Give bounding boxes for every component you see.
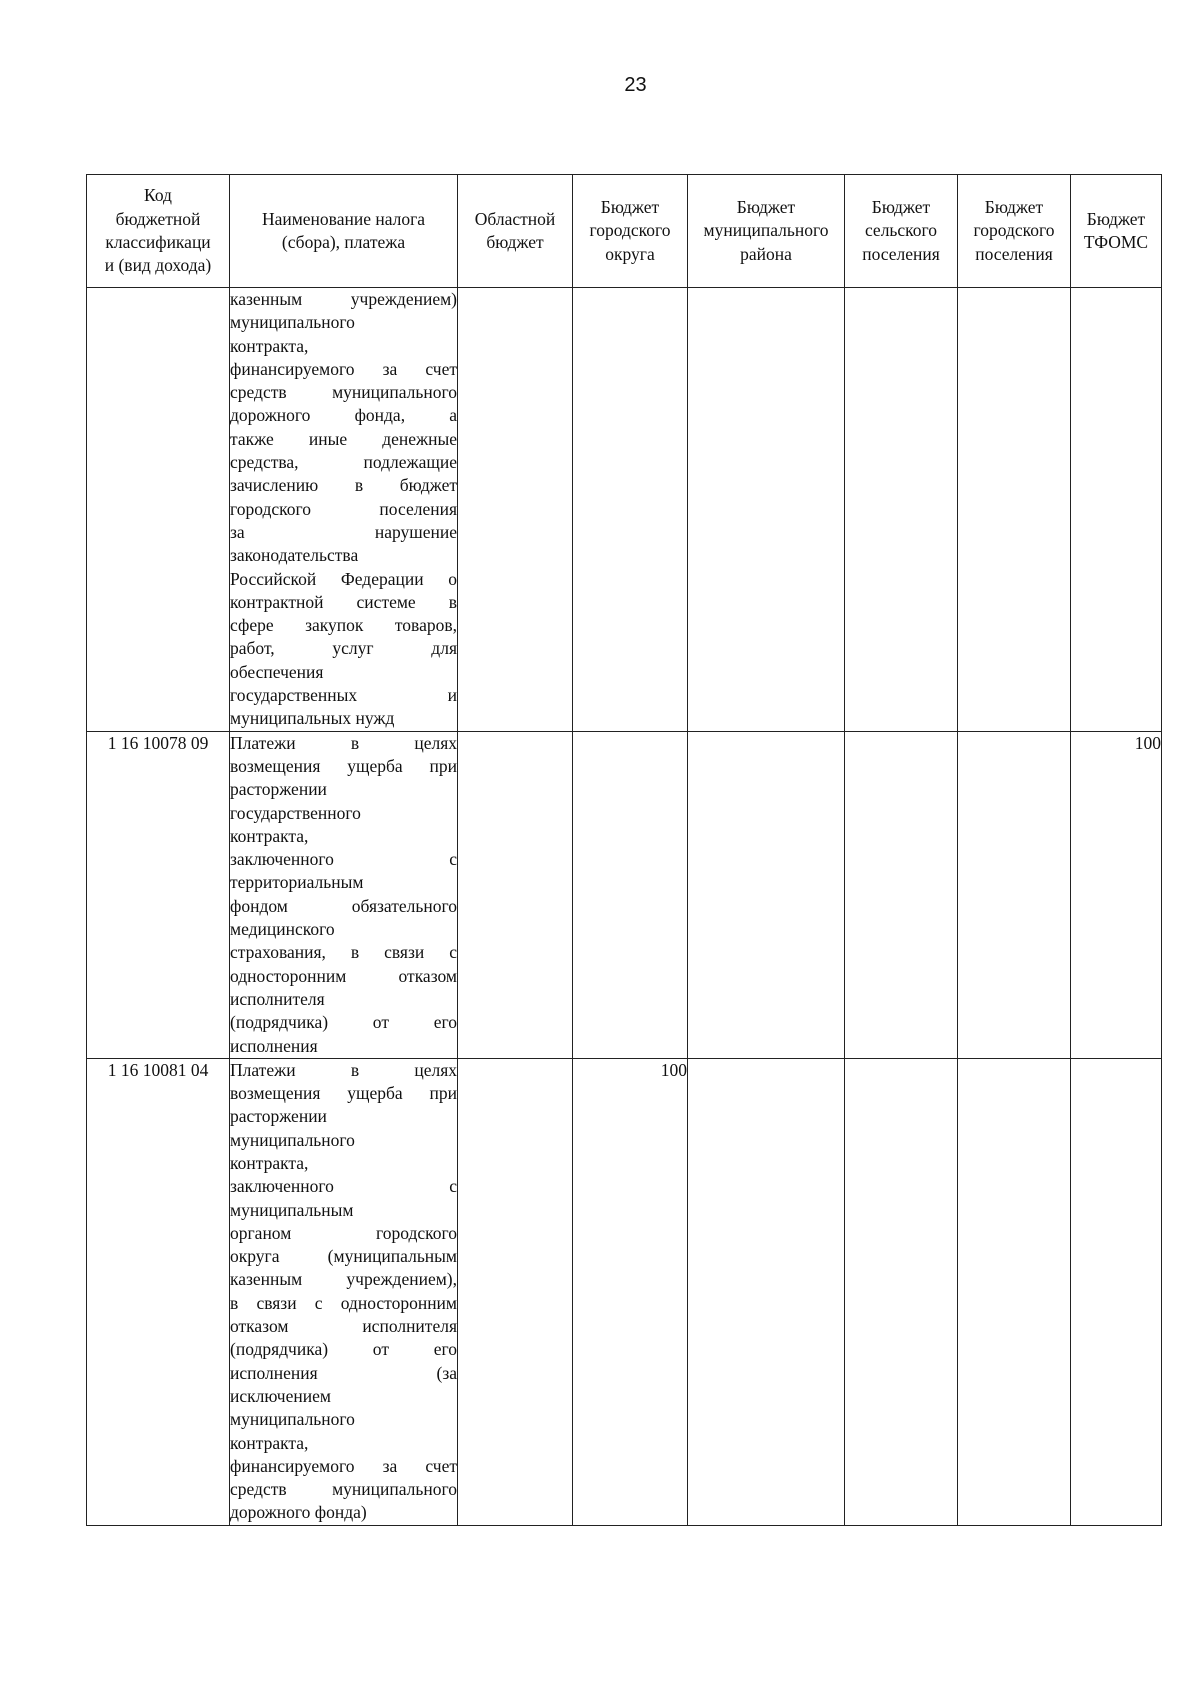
payment-name-line: контракта,	[230, 1152, 309, 1173]
header-rural-settlement-budget	[845, 175, 958, 288]
rural-settlement-budget-percent-cell	[845, 731, 958, 1058]
payment-name-line: в связи с односторонним	[230, 1292, 457, 1313]
urban-settlement-budget-percent-cell	[958, 288, 1071, 732]
payment-name-cell	[230, 1058, 458, 1525]
tfoms-budget-percent-cell	[1071, 288, 1162, 732]
payment-name-line: средства, подлежащие	[230, 452, 457, 473]
header-name	[230, 175, 458, 288]
payment-name-line: исполнения	[230, 1035, 318, 1056]
payment-name-line: (подрядчика) от его	[230, 1339, 457, 1360]
header-line: Бюджет	[871, 197, 931, 218]
payment-name-line: расторжении	[230, 1106, 327, 1127]
header-line: Бюджет	[1086, 208, 1146, 229]
payment-name-line: округа (муниципальным	[230, 1246, 457, 1267]
payment-name-line: заключенного с	[230, 849, 457, 870]
table-header-row	[87, 175, 1162, 288]
payment-name-line: исполнителя	[230, 988, 325, 1009]
payment-name-line: возмещения ущерба при	[230, 1083, 457, 1104]
payment-name-line: средств муниципального	[230, 382, 457, 403]
header-line: муниципального	[703, 220, 829, 241]
payment-name-line: дорожного фонда)	[230, 1502, 367, 1523]
header-urban-settlement-budget	[958, 175, 1071, 288]
tfoms-budget-percent-cell	[1071, 1058, 1162, 1525]
header-line: округа	[605, 243, 655, 264]
payment-name-line: контракта,	[230, 335, 309, 356]
payment-name-line: казенным учреждением),	[230, 1269, 457, 1290]
municipal-district-budget-percent-cell	[688, 1058, 845, 1525]
payment-name-line: дорожного фонда, а	[230, 405, 457, 426]
header-line: бюджетной	[115, 208, 201, 229]
payment-name-line: расторжении	[230, 779, 327, 800]
city-district-budget-percent-cell	[573, 288, 688, 732]
payment-name-line: сфере закупок товаров,	[230, 615, 457, 636]
payment-name-line: городского поселения	[230, 498, 457, 519]
payment-name-line: (подрядчика) от его	[230, 1012, 457, 1033]
payment-name-line: возмещения ущерба при	[230, 755, 457, 776]
payment-name-line: финансируемого за счет	[230, 1455, 457, 1476]
payment-name-line: исполнения (за	[230, 1362, 457, 1383]
payment-name-line: органом городского	[230, 1222, 457, 1243]
payment-name-line: заключенного с	[230, 1176, 457, 1197]
regional-budget-percent-cell	[458, 288, 573, 732]
municipal-district-budget-percent-cell	[688, 731, 845, 1058]
header-line: Бюджет	[736, 197, 796, 218]
payment-name-line: односторонним отказом	[230, 965, 457, 986]
header-line: городского	[589, 220, 671, 241]
payment-name-line: муниципального	[230, 1409, 355, 1430]
header-code	[87, 175, 230, 288]
city-district-budget-percent-cell: 100	[573, 1058, 688, 1525]
payment-name-line: страхования, в связи с	[230, 942, 457, 963]
payment-name-line: за нарушение	[230, 521, 457, 542]
payment-name-line: муниципального	[230, 1129, 355, 1150]
table-row	[87, 288, 1162, 732]
header-line: Бюджет	[984, 197, 1044, 218]
header-line: Областной	[474, 208, 556, 229]
payment-name-line: контракта,	[230, 1432, 309, 1453]
payment-name-line: Платежи в целях	[230, 732, 457, 753]
header-municipal-district-budget	[688, 175, 845, 288]
header-line: поселения	[975, 243, 1053, 264]
rural-settlement-budget-percent-cell	[845, 1058, 958, 1525]
payment-name-line: казенным учреждением)	[230, 289, 457, 309]
table-row	[87, 731, 1162, 1058]
payment-name-line: отказом исполнителя	[230, 1316, 457, 1337]
payment-name-line: муниципальных нужд	[230, 708, 395, 729]
header-line: Наименование налога	[261, 208, 426, 229]
table-row	[87, 1058, 1162, 1525]
payment-name-line: медицинского	[230, 919, 335, 940]
header-line: ТФОМС	[1083, 232, 1149, 252]
payment-name-line: территориальным	[230, 872, 364, 893]
header-line: района	[740, 243, 792, 264]
payment-name-line: Платежи в целях	[230, 1059, 457, 1080]
payment-name-line: также иные денежные	[230, 428, 457, 449]
urban-settlement-budget-percent-cell	[958, 1058, 1071, 1525]
header-tfoms-budget	[1071, 175, 1162, 288]
income-code-cell: 1 16 10078 09	[87, 731, 230, 1058]
payment-name-line: фондом обязательного	[230, 895, 457, 916]
payment-name-line: Российской Федерации о	[230, 568, 457, 589]
payment-name-line: муниципальным	[230, 1199, 354, 1220]
payment-name-line: средств муниципального	[230, 1479, 457, 1500]
header-line: Бюджет	[600, 197, 660, 218]
header-line: Код	[144, 185, 172, 206]
budget-distribution-table	[86, 174, 1162, 1526]
income-code-cell	[87, 288, 230, 732]
payment-name-line: муниципального	[230, 312, 355, 333]
payment-name-line: работ, услуг для	[230, 638, 457, 659]
payment-name-line: зачислению в бюджет	[230, 475, 457, 496]
header-line: сельского	[864, 220, 938, 241]
urban-settlement-budget-percent-cell	[958, 731, 1071, 1058]
payment-name-cell	[230, 288, 458, 732]
payment-name-line: законодательства	[230, 545, 359, 566]
payment-name-line: финансируемого за счет	[230, 358, 457, 379]
header-line: городского	[973, 220, 1055, 241]
municipal-district-budget-percent-cell	[688, 288, 845, 732]
header-line: бюджет	[486, 232, 544, 252]
header-line: поселения	[862, 243, 940, 264]
payment-name-line: контракта,	[230, 825, 309, 846]
regional-budget-percent-cell	[458, 731, 573, 1058]
page-number: 23	[624, 74, 647, 96]
header-line: (сбора), платежа	[281, 232, 406, 252]
table-body	[87, 288, 1162, 1526]
regional-budget-percent-cell	[458, 1058, 573, 1525]
payment-name-line: исключением	[230, 1385, 331, 1406]
header-line: и (вид дохода)	[104, 255, 212, 276]
header-line: классификаци	[105, 232, 211, 252]
payment-name-line: обеспечения	[230, 661, 324, 682]
header-regional-budget	[458, 175, 573, 288]
payment-name-line: контрактной системе в	[230, 591, 457, 612]
city-district-budget-percent-cell	[573, 731, 688, 1058]
rural-settlement-budget-percent-cell	[845, 288, 958, 732]
payment-name-line: государственных и	[230, 685, 457, 706]
payment-name-cell	[230, 731, 458, 1058]
income-code-cell: 1 16 10081 04	[87, 1058, 230, 1525]
payment-name-line: государственного	[230, 802, 361, 823]
header-city-district-budget	[573, 175, 688, 288]
tfoms-budget-percent-cell: 100	[1071, 731, 1162, 1058]
